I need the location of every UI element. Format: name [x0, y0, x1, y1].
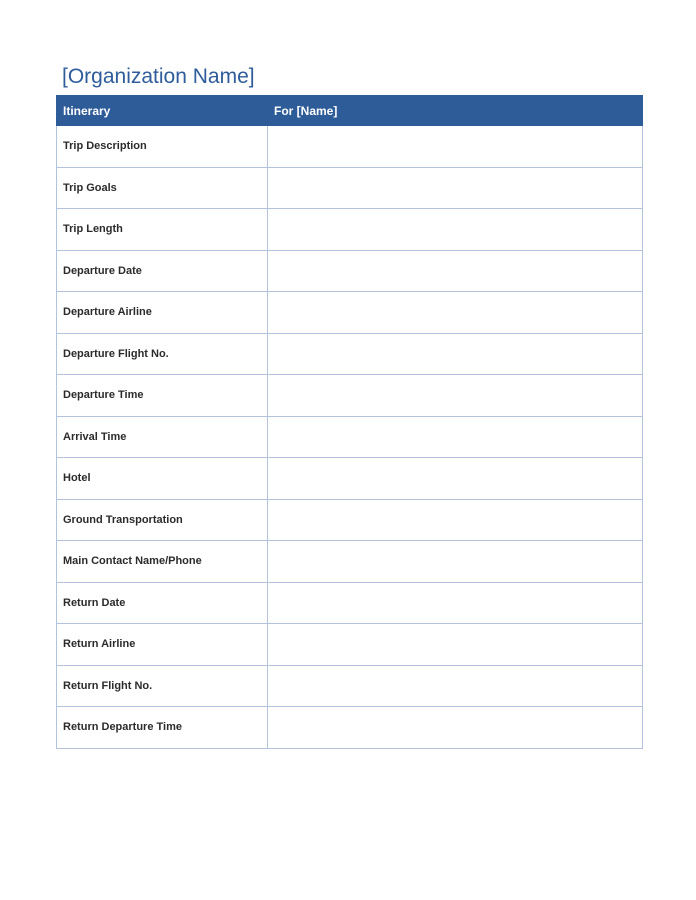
row-label-departure-time: Departure Time [57, 375, 268, 417]
row-value-departure-time[interactable] [268, 375, 643, 417]
row-label-ground-transportation: Ground Transportation [57, 499, 268, 541]
table-header-row [57, 96, 643, 126]
row-value-return-date[interactable] [268, 582, 643, 624]
table-row [57, 375, 643, 417]
row-label-departure-airline: Departure Airline [57, 292, 268, 334]
row-value-return-departure-time[interactable] [268, 707, 643, 749]
table-row [57, 541, 643, 583]
table-row [57, 333, 643, 375]
row-value-return-airline[interactable] [268, 624, 643, 666]
row-label-return-date: Return Date [57, 582, 268, 624]
table-row [57, 250, 643, 292]
table-row [57, 499, 643, 541]
row-label-hotel: Hotel [57, 458, 268, 500]
table-row [57, 126, 643, 168]
table-row [57, 167, 643, 209]
table-row [57, 416, 643, 458]
row-label-return-departure-time: Return Departure Time [57, 707, 268, 749]
row-label-trip-goals: Trip Goals [57, 167, 268, 209]
header-itinerary: Itinerary [57, 96, 268, 126]
table-row [57, 458, 643, 500]
row-value-return-flight-no[interactable] [268, 665, 643, 707]
row-value-trip-goals[interactable] [268, 167, 643, 209]
row-value-arrival-time[interactable] [268, 416, 643, 458]
row-label-arrival-time: Arrival Time [57, 416, 268, 458]
row-value-departure-flight-no[interactable] [268, 333, 643, 375]
header-for-name[interactable]: For [Name] [268, 96, 643, 126]
organization-name-title[interactable]: [Organization Name] [62, 65, 255, 88]
row-label-departure-date: Departure Date [57, 250, 268, 292]
table-row [57, 209, 643, 251]
row-label-trip-description: Trip Description [57, 126, 268, 168]
row-label-main-contact: Main Contact Name/Phone [57, 541, 268, 583]
row-label-return-flight-no: Return Flight No. [57, 665, 268, 707]
row-label-return-airline: Return Airline [57, 624, 268, 666]
row-value-trip-description[interactable] [268, 126, 643, 168]
row-value-departure-date[interactable] [268, 250, 643, 292]
table-row [57, 292, 643, 334]
table-row [57, 624, 643, 666]
table-row [57, 707, 643, 749]
row-value-main-contact[interactable] [268, 541, 643, 583]
itinerary-table [56, 95, 643, 749]
row-value-departure-airline[interactable] [268, 292, 643, 334]
table-row [57, 665, 643, 707]
row-value-ground-transportation[interactable] [268, 499, 643, 541]
row-label-departure-flight-no: Departure Flight No. [57, 333, 268, 375]
table-row [57, 582, 643, 624]
row-value-hotel[interactable] [268, 458, 643, 500]
row-label-trip-length: Trip Length [57, 209, 268, 251]
row-value-trip-length[interactable] [268, 209, 643, 251]
